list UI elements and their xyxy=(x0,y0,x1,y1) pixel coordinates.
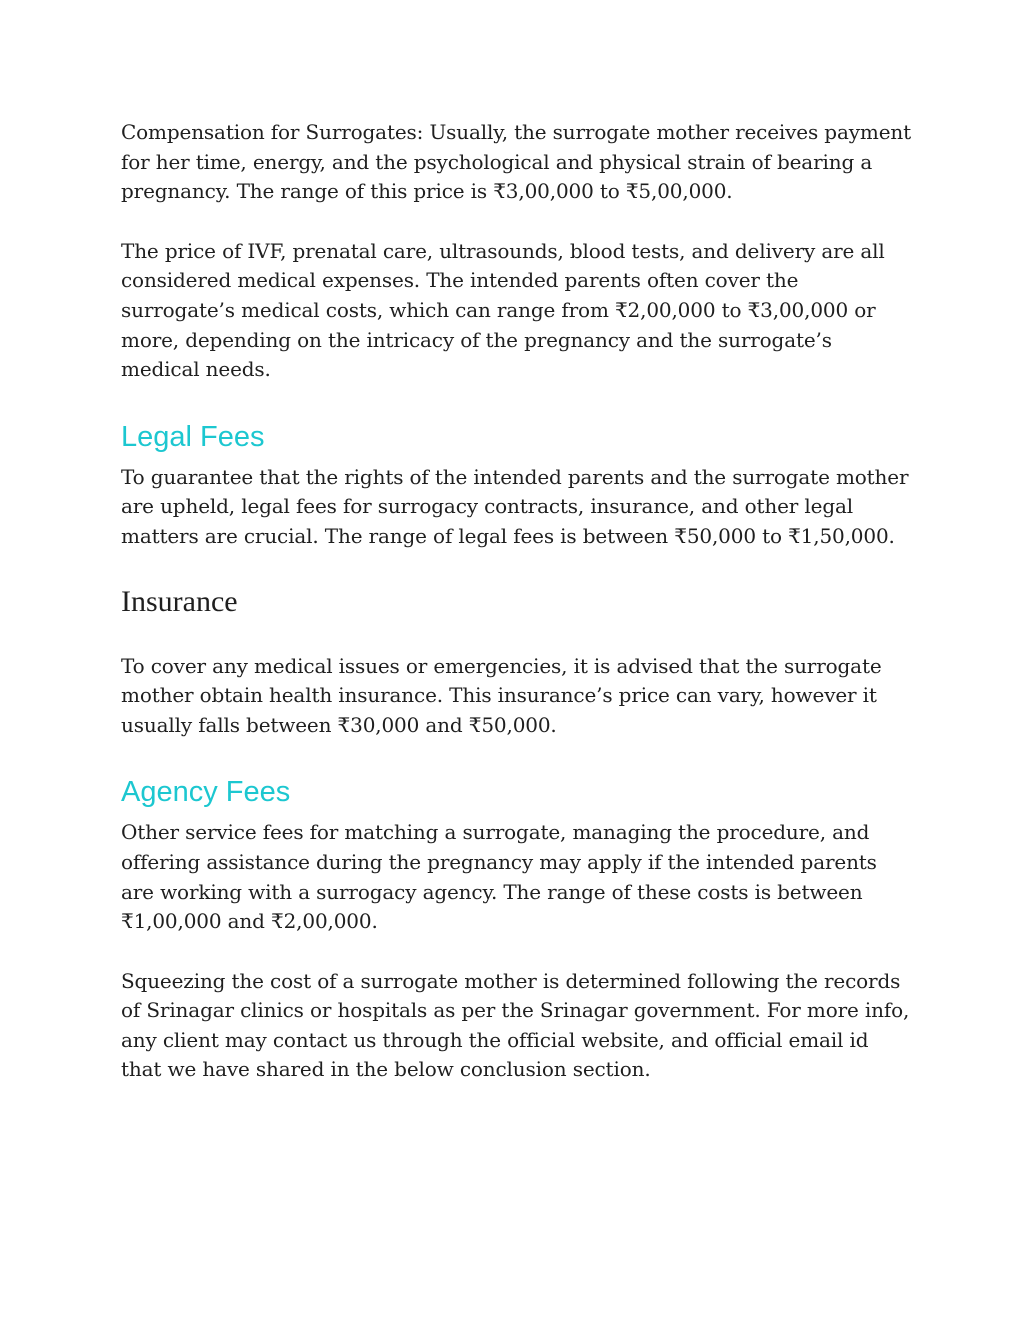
heading-insurance: Insurance xyxy=(121,584,238,618)
paragraph-agency-fees: Other service fees for matching a surrogate, managing the procedure, and offering assistance during the pregnancy may apply if the intended parents are working with a surrogacy agency. The range of these costs is between ₹1,00,000 and ₹2,00,000. xyxy=(121,820,877,934)
heading-legal-fees: Legal Fees xyxy=(121,420,265,453)
paragraph-compensation: Compensation for Surrogates: Usually, the surrogate mother receives payment for her time, energy, and the psychological and physical strain of bearing a pregnancy. The range of this price is ₹3,00,000 to ₹5,00,000. xyxy=(121,120,912,204)
paragraph-closing: Squeezing the cost of a surrogate mother is determined following the records of Srinagar clinics or hospitals as per the Srinagar government. For more info, any client may contact us through the official website, and official email id that we have shared in the below conclusion section. xyxy=(121,968,910,1082)
paragraph-medical-expenses: The price of IVF, prenatal care, ultrasounds, blood tests, and delivery are all considered medical expenses. The intended parents often cover the surrogate’s medical costs, which can range from ₹2,00,000 to ₹3,00,000 or more, depending on the intricacy of the pregnancy and the surrogate’s medical needs. xyxy=(121,238,885,382)
paragraph-insurance: To cover any medical issues or emergencies, it is advised that the surrogate mother obtain health insurance. This insurance’s price can vary, however it usually falls between ₹30,000 and ₹50,000. xyxy=(121,653,882,737)
heading-agency-fees: Agency Fees xyxy=(121,776,291,809)
paragraph-legal-fees: To guarantee that the rights of the intended parents and the surrogate mother are upheld, legal fees for surrogacy contracts, insurance, and other legal matters are crucial. The range of legal fees is between ₹50,000 to ₹1,50,000. xyxy=(121,464,909,548)
document-page xyxy=(121,118,911,1085)
